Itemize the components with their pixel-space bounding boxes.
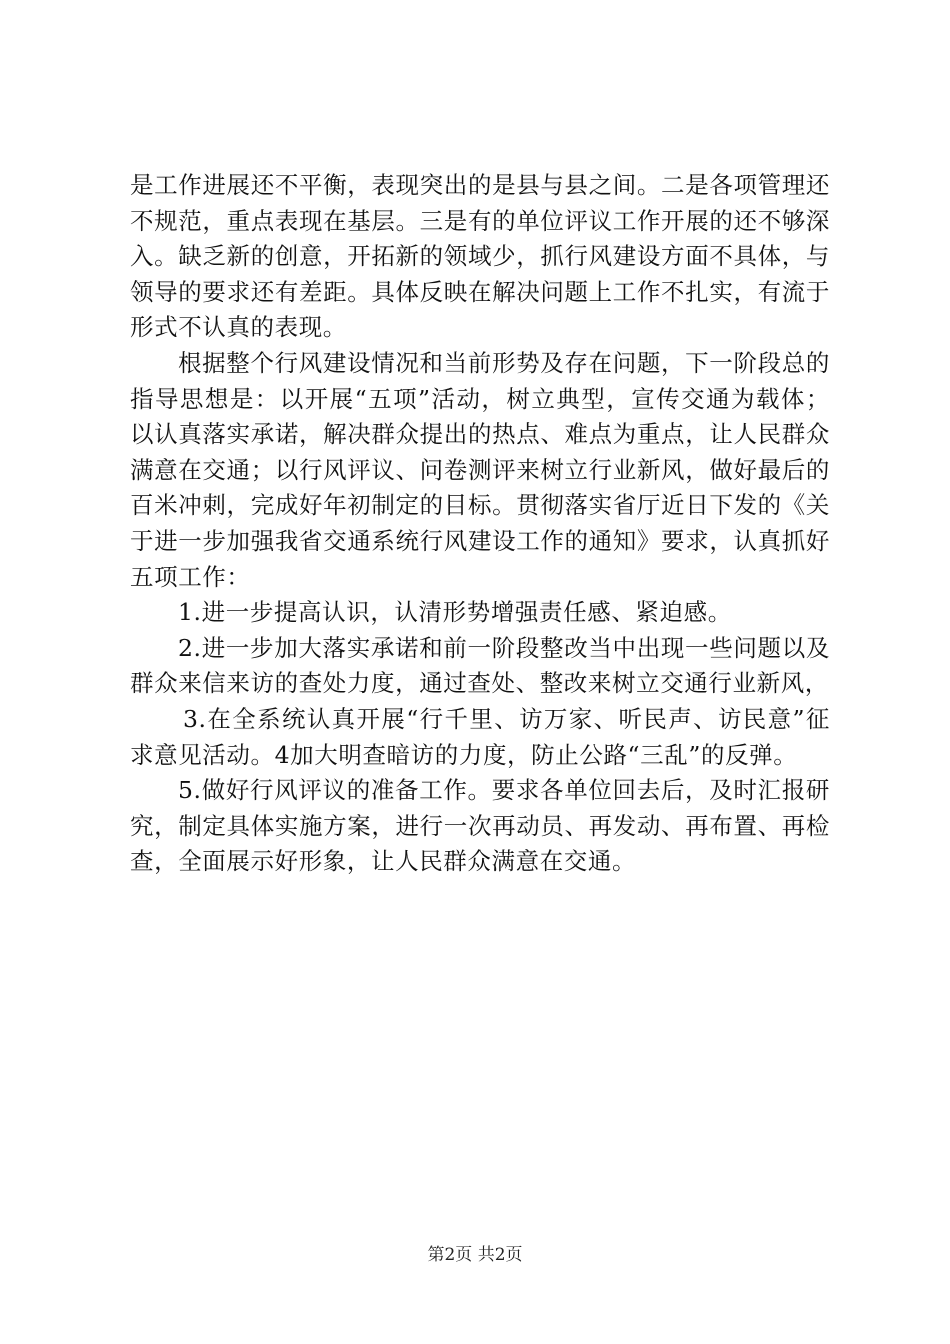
- list-item-3-4: 3.在全系统认真开展“行千里、访万家、听民声、访民意”征求意见活动。4加大明查暗访的力度，防止公路“三乱”的反弹。: [130, 704, 830, 769]
- paragraph-guiding-thought: 根据整个行风建设情况和当前形势及存在问题，下一阶段总的指导思想是：以开展“五项”活动，树立典型，宣传交通为载体；以认真落实承诺，解决群众提出的热点、难点为重点，让人民群众满意在交通；以行风评议、问卷测评来树立行业新风，做好最后的百米冲刺，完成好年初制定的目标。贯彻落实省厅近日下发的《关于进一步加强我省交通系统行风建设工作的通知》要求，认真抓好五项工作：: [130, 348, 830, 591]
- list-item-1: 1.进一步提高认识，认清形势增强责任感、紧迫感。: [178, 598, 732, 627]
- paragraph-continuation: 是工作进展还不平衡，表现突出的是县与县之间。二是各项管理还不规范，重点表现在基层。三是有的单位评议工作开展的还不够深入。缺乏新的创意，开拓新的领域少，抓行风建设方面不具体，与领导的要求还有差距。具体反映在解决问题上工作不扎实，有流于形式不认真的表现。: [130, 171, 830, 342]
- document-body: [130, 168, 830, 880]
- list-item-2: 2.进一步加大落实承诺和前一阶段整改当中出现一些问题以及群众来信来访的查处力度，通过查处、整改来树立交通行业新风，: [130, 633, 830, 698]
- page-footer: 第2页 共2页: [427, 1245, 523, 1265]
- list-item-5: 5.做好行风评议的准备工作。要求各单位回去后，及时汇报研究，制定具体实施方案，进行一次再动员、再发动、再布置、再检查，全面展示好形象，让人民群众满意在交通。: [130, 776, 830, 876]
